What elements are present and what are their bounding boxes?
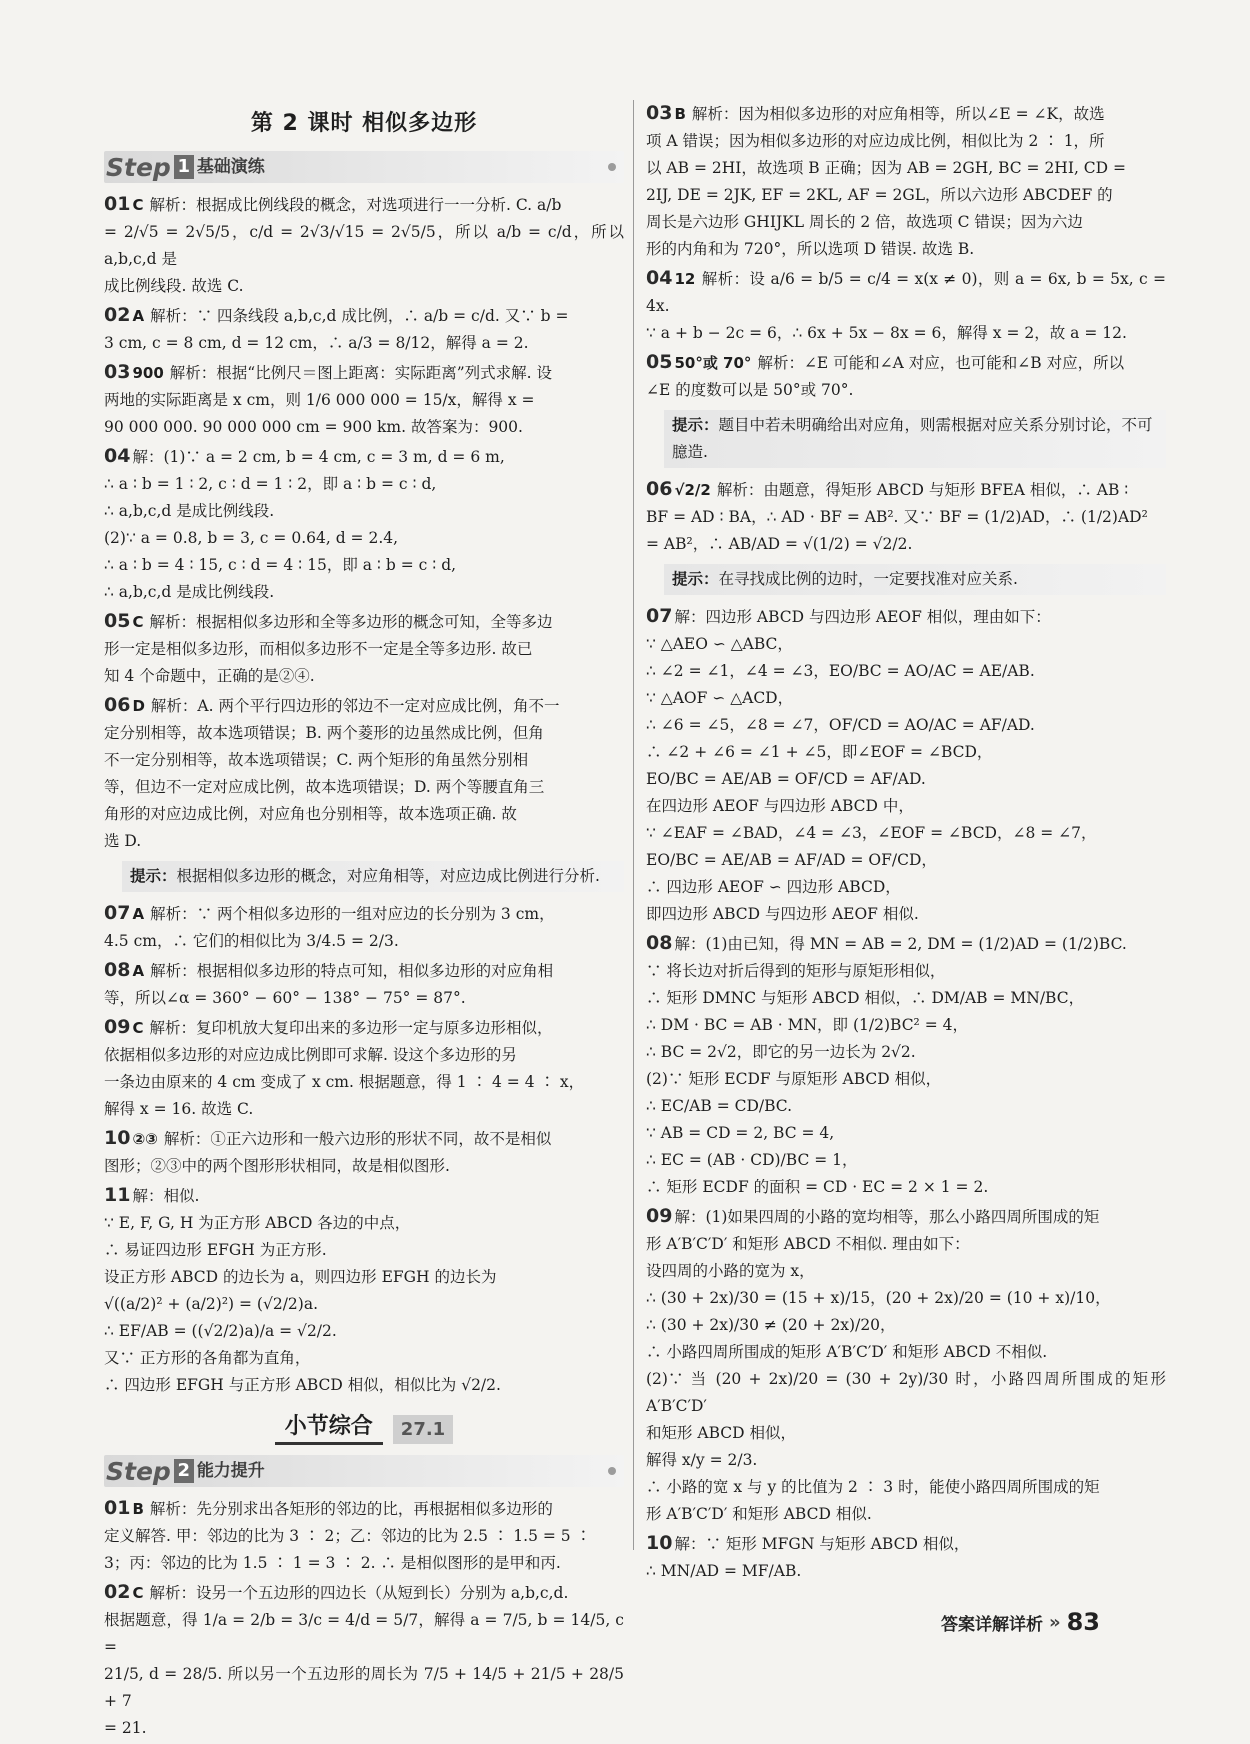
answer-line	[646, 182, 1166, 209]
answer-line	[646, 209, 1166, 236]
answer-text: ∴ a,b,c,d 是成比例线段.	[104, 583, 275, 601]
answer-line	[646, 236, 1166, 263]
answer-text: = 2/√5 = 2√5/5，c/d = 2√3/√15 = 2√5/5，所以 a/b = c/d，所以 a,b,c,d 是	[104, 223, 624, 268]
answer-item	[104, 957, 624, 1012]
question-number: 01	[104, 193, 131, 215]
answer-line	[104, 1372, 624, 1399]
answer-text: ∴ EF/AB = ((√2/2)a)/a = √2/2.	[104, 1322, 337, 1340]
answer-text: (2)∵ a = 0.8, b = 3, c = 0.64, d = 2.4,	[104, 529, 399, 547]
question-number: 08	[646, 932, 673, 954]
answer-line	[104, 747, 624, 774]
answer-text: 解析：根据成比例线段的概念，对选项进行一一分析. C. a/b	[149, 196, 562, 214]
page-footer	[941, 1608, 1100, 1636]
question-number: 11	[104, 1184, 131, 1206]
answer-line	[646, 1447, 1166, 1474]
answer-text: 知 4 个命题中，正确的是②④.	[104, 667, 315, 685]
answer-line	[104, 387, 624, 414]
step1-label: 基础演练	[196, 156, 265, 177]
question-number: 06	[104, 694, 131, 716]
answer-item	[104, 900, 624, 955]
answer-text: 角形的对应边成比例，对应角也分别相等，故本选项正确. 故	[104, 805, 517, 823]
answer-line	[104, 330, 624, 357]
step2-banner	[104, 1455, 624, 1487]
left-column	[104, 100, 624, 1744]
answer-text: ∴ 小路的宽 x 与 y 的比值为 2 ∶ 3 时，能使小路四周所围成的矩	[646, 1478, 1100, 1496]
answer-line	[104, 928, 624, 955]
answer-text: 解析：因为相似多边形的对应角相等，所以∠E = ∠K，故选	[691, 105, 1105, 123]
answer-line	[646, 685, 1166, 712]
answer-line	[646, 1258, 1166, 1285]
answer-text: 解析：复印机放大复印出来的多边形一定与原多边形相似，	[149, 1019, 553, 1037]
answer-text: ∴ a ∶ b = 4 ∶ 15, c ∶ d = 4 ∶ 15，即 a ∶ b = c ∶ d,	[104, 556, 457, 574]
question-number: 10	[646, 1532, 673, 1554]
answer-line	[646, 930, 1166, 958]
answer-text: ∴ (30 + 2x)/30 ≠ (20 + 2x)/20，	[646, 1316, 896, 1334]
right-answers	[646, 100, 1166, 1585]
answer-text: 即四边形 ABCD 与四边形 AEOF 相似.	[646, 905, 919, 923]
answer-line	[646, 1558, 1166, 1585]
answer-line	[646, 901, 1166, 928]
answer-line	[646, 1120, 1166, 1147]
answer-line	[104, 774, 624, 801]
answer-line	[646, 1174, 1166, 1201]
answer-text: 形一定是相似多边形，而相似多边形不一定是全等多边形. 故已	[104, 640, 533, 658]
answer-text: 解得 x = 16. 故选 C.	[104, 1100, 254, 1118]
answer-item	[104, 692, 624, 855]
section-summary-banner	[104, 1409, 624, 1449]
question-number: 09	[104, 1016, 131, 1038]
answer-text: ∵ a + b − 2c = 6，∴ 6x + 5x − 8x = 6，解得 x = 2，故 a = 12.	[646, 324, 1127, 342]
answer-choice: √2/2	[674, 481, 711, 499]
answer-item	[646, 349, 1166, 404]
answer-line	[104, 608, 624, 636]
answer-text: EO/BC = AE/AB = OF/CD = AF/AD.	[646, 770, 926, 788]
question-number: 03	[104, 361, 131, 383]
step1-word: Step	[106, 152, 171, 182]
answer-line	[646, 766, 1166, 793]
answer-line	[646, 712, 1166, 739]
step1-answers	[104, 191, 624, 1399]
answer-choice: C	[132, 613, 144, 631]
answer-line	[646, 793, 1166, 820]
answer-text: 设正方形 ABCD 的边长为 a，则四边形 EFGH 的边长为	[104, 1268, 497, 1286]
answer-line	[646, 265, 1166, 320]
question-number: 03	[646, 102, 673, 124]
answer-text: ∵ △AOF ∽ △ACD，	[646, 689, 794, 707]
answer-line	[646, 985, 1166, 1012]
answer-line	[104, 359, 624, 387]
question-number: 01	[104, 1497, 131, 1519]
answer-text: 解析：∵ 两个相似多边形的一组对应边的长分别为 3 cm，	[150, 905, 555, 923]
answer-line	[646, 1203, 1166, 1231]
answer-line	[104, 1014, 624, 1042]
answer-item	[104, 443, 624, 606]
answer-text: 解：(1)如果四周的小路的宽均相等，那么小路四周所围成的矩	[674, 1208, 1100, 1226]
tip-text: 在寻找成比例的边时，一定要找准对应关系.	[718, 570, 1018, 588]
answer-line	[646, 377, 1166, 404]
answer-text: 2IJ, DE = 2JK, EF = 2KL, AF = 2GL，所以六边形 ABCDEF 的	[646, 186, 1113, 204]
answer-text: ∵ AB = CD = 2, BC = 4,	[646, 1124, 835, 1142]
question-number: 07	[646, 605, 673, 627]
answer-line	[104, 1550, 624, 1577]
answer-line	[104, 498, 624, 525]
answer-item	[646, 476, 1166, 558]
double-chevron-icon: »	[1048, 1611, 1061, 1633]
answer-text: 解析：设 a/6 = b/5 = c/4 = x(x ≠ 0)，则 a = 6x, b = 5x, c = 4x.	[646, 270, 1166, 315]
answer-text: ∵ E, F, G, H 为正方形 ABCD 各边的中点，	[104, 1214, 411, 1232]
answer-line	[104, 1153, 624, 1180]
tip-box	[122, 861, 624, 892]
answer-choice: A	[132, 307, 145, 325]
question-number: 02	[104, 1581, 131, 1603]
answer-line	[104, 273, 624, 300]
tip-label: 提示：	[672, 416, 719, 434]
footer-label: 答案详解详析	[940, 1614, 1043, 1635]
answer-line	[104, 443, 624, 471]
answer-text: ∴ BC = 2√2，即它的另一边长为 2√2.	[646, 1043, 916, 1061]
answer-text: = AB²，∴ AB/AD = √(1/2) = √2/2.	[646, 535, 913, 553]
answer-line	[646, 100, 1166, 128]
answer-text: 解：(1)由已知，得 MN = AB = 2, DM = (1/2)AD = (1/2)BC.	[674, 935, 1127, 953]
answer-text: ∴ 易证四边形 EFGH 为正方形.	[104, 1241, 327, 1259]
answer-text: 等，所以∠α = 360° − 60° − 138° − 75° = 87°.	[104, 989, 466, 1007]
answer-choice: A	[132, 962, 145, 980]
answer-choice: ②③	[132, 1130, 158, 1148]
answer-text: ∵ ∠EAF = ∠BAD，∠4 = ∠3，∠EOF = ∠BCD，∠8 = ∠7，	[646, 824, 1097, 842]
answer-line	[104, 900, 624, 928]
answer-text: 依据相似多边形的对应边成比例即可求解. 设这个多边形的另	[104, 1046, 517, 1064]
step1-number: 1	[174, 155, 194, 179]
answer-line	[104, 1125, 624, 1153]
tip-text: 根据相似多边形的概念，对应角相等，对应边成比例进行分析.	[176, 867, 600, 885]
answer-line	[104, 1291, 624, 1318]
answer-line	[104, 471, 624, 498]
answer-text: 根据题意，得 1/a = 2/b = 3/c = 4/d = 5/7，解得 a = 7/5, b = 14/5, c =	[104, 1611, 624, 1656]
answer-item	[646, 603, 1166, 928]
answer-text: ∴ a ∶ b = 1 ∶ 2, c ∶ d = 1 ∶ 2，即 a ∶ b = c ∶ d,	[104, 475, 437, 493]
answer-item	[646, 265, 1166, 347]
answer-text: 90 000 000. 90 000 000 cm = 900 km. 故答案为：900.	[104, 418, 523, 436]
answer-text: 解：∵ 矩形 MFGN 与矩形 ABCD 相似，	[674, 1535, 970, 1553]
answer-line	[646, 1339, 1166, 1366]
answer-choice: C	[132, 1019, 144, 1037]
answer-choice: B	[674, 105, 686, 123]
answer-item	[104, 1579, 624, 1742]
right-column	[646, 100, 1166, 1587]
answer-item	[646, 930, 1166, 1201]
answer-line	[104, 1210, 624, 1237]
answer-item	[646, 100, 1166, 263]
answer-line	[646, 1501, 1166, 1528]
question-number: 08	[104, 959, 131, 981]
question-number: 05	[646, 351, 673, 373]
answer-line	[104, 663, 624, 690]
answer-text: 解析：∠E 可能和∠A 对应，也可能和∠B 对应，所以	[757, 354, 1125, 372]
answer-line	[646, 531, 1166, 558]
answer-text: 等，但边不一定对应成比例，故本选项错误；D. 两个等腰直角三	[104, 778, 545, 796]
answer-text: 解析：①正六边形和一般六边形的形状不同，故不是相似	[163, 1130, 552, 1148]
answer-item	[104, 1495, 624, 1577]
step2-number: 2	[174, 1459, 194, 1483]
answer-text: = 21.	[104, 1719, 147, 1737]
answer-line	[104, 1096, 624, 1123]
answer-item	[646, 1530, 1166, 1585]
answer-line	[104, 1237, 624, 1264]
answer-text: 和矩形 ABCD 相似，	[646, 1424, 797, 1442]
step2-word: Step	[106, 1456, 171, 1486]
section-tag: 27.1	[393, 1415, 453, 1444]
answer-line	[104, 525, 624, 552]
answer-text: ∴ 四边形 AEOF ∽ 四边形 ABCD，	[646, 878, 901, 896]
answer-text: ∴ MN/AD = MF/AB.	[646, 1562, 802, 1580]
section-title: 小节综合	[275, 1413, 383, 1445]
answer-text: ∠E 的度数可以是 50°或 70°.	[646, 381, 854, 399]
answer-choice: C	[132, 196, 144, 214]
answer-text: 形 A′B′C′D′ 和矩形 ABCD 不相似. 理由如下：	[646, 1235, 970, 1253]
answer-text: 解得 x/y = 2/3.	[646, 1451, 758, 1469]
answer-text: 不一定分别相等，故本选项错误；C. 两个矩形的角虽然分别相	[104, 751, 529, 769]
answer-item	[104, 302, 624, 357]
answer-line	[104, 1661, 624, 1715]
answer-text: 两地的实际距离是 x cm，则 1/6 000 000 = 15/x，解得 x =	[104, 391, 535, 409]
question-number: 06	[646, 478, 673, 500]
answer-choice: B	[132, 1500, 144, 1518]
answer-line	[646, 1312, 1166, 1339]
question-number: 05	[104, 610, 131, 632]
answer-text: ∴ a,b,c,d 是成比例线段.	[104, 502, 275, 520]
answer-text: 设四周的小路的宽为 x，	[646, 1262, 815, 1280]
answer-text: √((a/2)² + (a/2)²) = (√2/2)a.	[104, 1295, 319, 1313]
answer-line	[104, 828, 624, 855]
answer-text: ∴ (30 + 2x)/30 = (15 + x)/15，(20 + 2x)/20 = (10 + x)/10，	[646, 1289, 1111, 1307]
answer-text: ∵ 将长边对折后得到的矩形与原矩形相似，	[646, 962, 946, 980]
answer-text: 4.5 cm，∴ 它们的相似比为 3/4.5 = 2/3.	[104, 932, 399, 950]
answer-text: 解析：根据“比例尺＝图上距离：实际距离”列式求解. 设	[169, 364, 552, 382]
answer-text: EO/BC = AE/AB = AF/AD = OF/CD，	[646, 851, 937, 869]
answer-text: 成比例线段. 故选 C.	[104, 277, 244, 295]
answer-line	[646, 1231, 1166, 1258]
answer-line	[646, 1093, 1166, 1120]
answer-text: 选 D.	[104, 832, 142, 850]
answer-line	[104, 636, 624, 663]
answer-text: 解析：由题意，得矩形 ABCD 与矩形 BFEA 相似，∴ AB ∶	[716, 481, 1129, 499]
answer-line	[646, 631, 1166, 658]
answer-line	[646, 1012, 1166, 1039]
answer-text: 解析：∵ 四条线段 a,b,c,d 成比例，∴ a/b = c/d. 又∵ b =	[150, 307, 569, 325]
answer-text: 3 cm, c = 8 cm, d = 12 cm，∴ a/3 = 8/12，解得 a = 2.	[104, 334, 529, 352]
answer-text: ∴ EC/AB = CD/BC.	[646, 1097, 793, 1115]
answer-line	[646, 1285, 1166, 1312]
answer-text: 项 A 错误；因为相似多边形的对应边成比例，相似比为 2 ∶ 1，所	[646, 132, 1105, 150]
answer-line	[646, 658, 1166, 685]
answer-item	[104, 608, 624, 690]
answer-line	[104, 302, 624, 330]
answer-line	[646, 739, 1166, 766]
answer-line	[646, 504, 1166, 531]
answer-line	[646, 1474, 1166, 1501]
answer-line	[104, 1495, 624, 1523]
answer-text: BF = AD ∶ BA，∴ AD · BF = AB². 又∵ BF = (1/2)AD，∴ (1/2)AD²	[646, 508, 1148, 526]
answer-line	[646, 1147, 1166, 1174]
answer-item	[104, 191, 624, 300]
question-number: 04	[646, 267, 673, 289]
answer-text: ∴ DM · BC = AB · MN，即 (1/2)BC² = 4，	[646, 1016, 968, 1034]
answer-item	[104, 359, 624, 441]
tip-box	[664, 410, 1166, 468]
answer-line	[646, 1366, 1166, 1420]
answer-line	[104, 414, 624, 441]
answer-choice: A	[132, 905, 145, 923]
answer-text: 解析：A. 两个平行四边形的邻边不一定对应成比例，角不一	[150, 697, 560, 715]
answer-line	[646, 1039, 1166, 1066]
answer-text: (2)∵ 矩形 ECDF 与原矩形 ABCD 相似，	[646, 1070, 942, 1088]
answer-text: ∴ 小路四周所围成的矩形 A′B′C′D′ 和矩形 ABCD 不相似.	[646, 1343, 1048, 1361]
answer-text: 周长是六边形 GHIJKL 周长的 2 倍，故选项 C 错误；因为六边	[646, 213, 1083, 231]
question-number: 04	[104, 445, 131, 467]
page-number: 83	[1066, 1608, 1100, 1636]
answer-text: 21/5, d = 28/5. 所以另一个五边形的周长为 7/5 + 14/5 + 21/5 + 28/5 + 7	[104, 1665, 624, 1710]
answer-line	[646, 155, 1166, 182]
answer-text: ∴ 矩形 ECDF 的面积 = CD · EC = 2 × 1 = 2.	[646, 1178, 989, 1196]
question-number: 02	[104, 304, 131, 326]
answer-text: 以 AB = 2HI，故选项 B 正确；因为 AB = 2GH, BC = 2HI, CD =	[646, 159, 1127, 177]
answer-text: 解析：根据相似多边形的特点可知，相似多边形的对应角相	[150, 962, 554, 980]
step2-answers	[104, 1495, 624, 1742]
answer-text: 又∵ 正方形的各角都为直角，	[104, 1349, 311, 1367]
answer-choice: C	[132, 1584, 144, 1602]
answer-text: 解：四边形 ABCD 与四边形 AEOF 相似，理由如下：	[674, 608, 1051, 626]
step2-label: 能力提升	[196, 1460, 265, 1481]
answer-line	[646, 476, 1166, 504]
answer-item	[104, 1125, 624, 1180]
step1-banner	[104, 151, 624, 183]
answer-text: ∴ ∠2 = ∠1，∠4 = ∠3，EO/BC = AO/AC = AE/AB.	[646, 662, 1035, 680]
answer-line	[646, 820, 1166, 847]
answer-line	[646, 320, 1166, 347]
answer-choice: 50°或 70°	[674, 354, 752, 372]
answer-line	[646, 1420, 1166, 1447]
answer-item	[646, 1203, 1166, 1528]
answer-choice: 900	[132, 364, 164, 382]
answer-line	[104, 1318, 624, 1345]
answer-text: 一条边由原来的 4 cm 变成了 x cm. 根据题意，得 1 ∶ 4 = 4 ∶ x，	[104, 1073, 585, 1091]
question-number: 10	[104, 1127, 131, 1149]
question-number: 07	[104, 902, 131, 924]
answer-line	[104, 1182, 624, 1210]
step1-dot-icon	[608, 163, 616, 171]
answer-line	[646, 128, 1166, 155]
answer-line	[646, 603, 1166, 631]
answer-choice: D	[132, 697, 145, 715]
answer-line	[104, 720, 624, 747]
answer-line	[104, 1523, 624, 1550]
answer-text: ∴ ∠6 = ∠5，∠8 = ∠7，OF/CD = AO/AC = AF/AD.	[646, 716, 1035, 734]
answer-line	[104, 219, 624, 273]
answer-text: 形的内角和为 720°，所以选项 D 错误. 故选 B.	[646, 240, 975, 258]
answer-text: 定义解答. 甲：邻边的比为 3 ∶ 2；乙：邻边的比为 2.5 ∶ 1.5 = 5 ∶	[104, 1527, 592, 1545]
answer-line	[104, 552, 624, 579]
answer-line	[646, 1530, 1166, 1558]
question-number: 09	[646, 1205, 673, 1227]
answer-text: 解析：先分别求出各矩形的邻边的比，再根据相似多边形的	[149, 1500, 553, 1518]
column-divider	[633, 100, 634, 1550]
answer-item	[104, 1014, 624, 1123]
answer-line	[646, 349, 1166, 377]
answer-text: 定分别相等，故本选项错误；B. 两个菱形的边虽然成比例，但角	[104, 724, 544, 742]
answer-line	[104, 1607, 624, 1661]
tip-box	[664, 564, 1166, 595]
answer-line	[104, 1069, 624, 1096]
answer-line	[104, 1042, 624, 1069]
answer-line	[104, 579, 624, 606]
answer-line	[646, 958, 1166, 985]
answer-line	[104, 985, 624, 1012]
answer-text: (2)∵ 当 (20 + 2x)/20 = (30 + 2y)/30 时，小路四周所围成的矩形 A′B′C′D′	[646, 1370, 1166, 1415]
answer-text: ∴ 四边形 EFGH 与正方形 ABCD 相似，相似比为 √2/2.	[104, 1376, 501, 1394]
tip-label: 提示：	[672, 570, 719, 588]
answer-line	[646, 847, 1166, 874]
step2-dot-icon	[608, 1467, 616, 1475]
answer-text: ∴ EC = (AB · CD)/BC = 1，	[646, 1151, 858, 1169]
tip-text: 题目中若未明确给出对应角，则需根据对应关系分别讨论，不可臆造.	[672, 416, 1153, 461]
answer-text: 解析：根据相似多边形和全等多边形的概念可知，全等多边	[149, 613, 553, 631]
answer-text: 3；丙：邻边的比为 1.5 ∶ 1 = 3 ∶ 2. ∴ 是相似图形的是甲和丙.	[104, 1554, 561, 1572]
answer-text: 形 A′B′C′D′ 和矩形 ABCD 相似.	[646, 1505, 872, 1523]
answer-text: ∴ 矩形 DMNC 与矩形 ABCD 相似，∴ DM/AB = MN/BC，	[646, 989, 1085, 1007]
answer-choice: 12	[674, 270, 696, 288]
answer-line	[104, 1345, 624, 1372]
answer-line	[104, 692, 624, 720]
tip-label: 提示：	[130, 867, 177, 885]
answer-line	[104, 1715, 624, 1742]
answer-line	[104, 1264, 624, 1291]
lesson-title: 第 2 课时 相似多边形	[250, 111, 478, 136]
answer-line	[104, 957, 624, 985]
answer-line	[646, 874, 1166, 901]
answer-text: 解析：设另一个五边形的四边长（从短到长）分别为 a,b,c,d.	[149, 1584, 569, 1602]
answer-text: ∴ ∠2 + ∠6 = ∠1 + ∠5，即∠EOF = ∠BCD，	[646, 743, 993, 761]
answer-line	[104, 191, 624, 219]
answer-line	[104, 1579, 624, 1607]
answer-text: 图形；②③中的两个图形形状相同，故是相似图形.	[104, 1157, 450, 1175]
answer-text: 解：相似.	[132, 1187, 200, 1205]
answer-line	[104, 801, 624, 828]
answer-text: 解：(1)∵ a = 2 cm, b = 4 cm, c = 3 m, d = 6 m,	[132, 448, 505, 466]
answer-text: ∵ △AEO ∽ △ABC，	[646, 635, 793, 653]
answer-line	[646, 1066, 1166, 1093]
answer-item	[104, 1182, 624, 1399]
answer-text: 在四边形 AEOF 与四边形 ABCD 中，	[646, 797, 914, 815]
